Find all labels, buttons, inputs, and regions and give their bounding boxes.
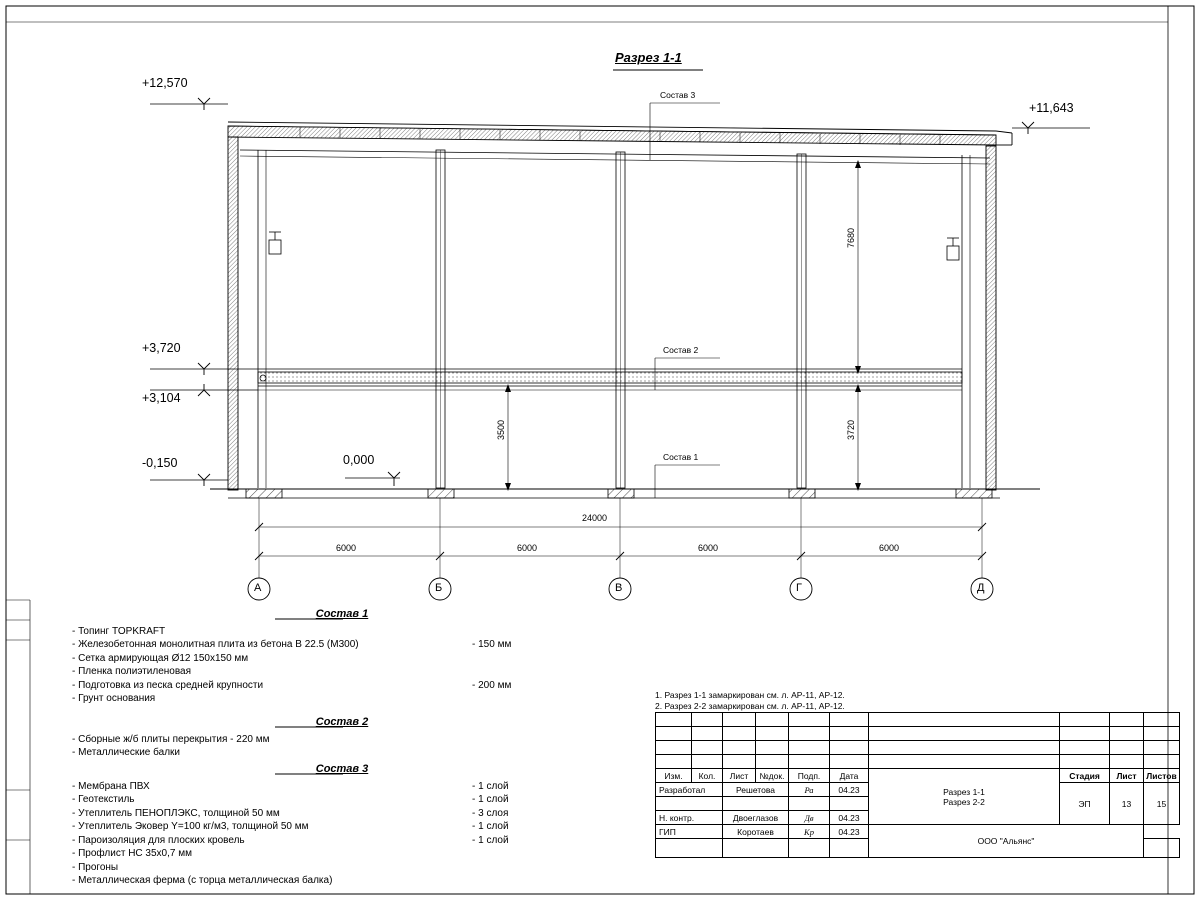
stamp-col-listov: Листов [1144, 769, 1180, 783]
callout-sostav-1: Состав 1 [663, 452, 699, 462]
stamp-sign-developer: Ра [789, 783, 830, 797]
stamp-company: ООО "Альянс" [869, 825, 1144, 858]
spec-block-sostav-1 [72, 604, 612, 706]
spec-1-title: Состав 1 [315, 608, 369, 620]
callout-sostav-2: Состав 2 [663, 345, 699, 355]
stamp-date-developer: 04.23 [830, 783, 869, 797]
spec-3-row-4: - Утеплитель Эковер Y=100 кг/м3, толщиной 50 мм - 1 слой [72, 821, 509, 832]
stamp-sign-gip: Кр [789, 825, 830, 839]
stamp-meta-total: 15 [1144, 783, 1180, 825]
stamp-date-ncontr: 04.23 [830, 811, 869, 825]
stamp-blank-row [656, 741, 1180, 755]
axis-label-g: Г [796, 582, 802, 594]
spec-block-sostav-2 [72, 712, 612, 760]
level-mark-12570: +12,570 [142, 76, 188, 90]
stamp-col-list: Лист [723, 769, 756, 783]
axis-label-d: Д [977, 582, 985, 594]
spec-1-row-5: - Подготовка из песка средней крупности - 200 мм [72, 679, 512, 691]
spec-1-row-1: - Топинг TOPKRAFT [72, 625, 166, 637]
dim-bay-2: 6000 [517, 543, 538, 553]
title-block [655, 712, 1180, 858]
level-mark-0000: 0,000 [343, 453, 375, 467]
stamp-name-gip: Коротаев [723, 825, 789, 839]
spec-1-row-2: - Железобетонная монолитная плита из бетона В 22.5 (М300) - 150 мм [72, 639, 512, 650]
spec-2-row-2: - Металлические балки [72, 747, 180, 758]
spec-block-sostav-3 [72, 759, 612, 888]
spec-1-row-3: - Сетка армирующая Ø12 150х150 мм [72, 652, 249, 664]
stamp-col-izm: Изм. [656, 769, 692, 783]
dim-bay-3: 6000 [698, 543, 719, 553]
stamp-blank-row [656, 713, 1180, 727]
note-2: 2. Разрез 2-2 замаркирован см. л. АР-11, АР-12. [655, 701, 845, 711]
note-1: 1. Разрез 1-1 замаркирован см. л. АР-11, АР-12. [655, 690, 845, 700]
dim-bay-1: 6000 [336, 543, 357, 553]
level-mark-3720: +3,720 [142, 341, 181, 355]
stamp-date-gip: 04.23 [830, 825, 869, 839]
dim-3500: 3500 [496, 419, 506, 440]
level-mark-11643: +11,643 [1029, 101, 1074, 115]
stamp-sheet-title [869, 769, 1060, 825]
dim-3720: 3720 [846, 419, 856, 440]
axis-label-a: А [254, 582, 262, 594]
stamp-col-data: Дата [830, 769, 869, 783]
stamp-role-developer: Разработал [656, 783, 723, 797]
stamp-sheet-title-line2: Разрез 2-2 [943, 796, 985, 807]
dim-7680: 7680 [846, 227, 856, 248]
spec-1-row-4: - Пленка полиэтиленовая [72, 666, 192, 677]
general-notes [655, 690, 845, 712]
stamp-sign-ncontr: Дв [789, 811, 830, 825]
spec-2-title: Состав 2 [315, 716, 369, 728]
stamp-table [655, 712, 1180, 858]
stamp-header-row [656, 769, 1180, 783]
spec-3-row-5: - Пароизоляция для плоских кровель - 1 слой [72, 834, 509, 846]
stamp-name-ncontr: Двоеглазов [723, 811, 789, 825]
stamp-blank-row [656, 755, 1180, 769]
stamp-role-gip: ГИП [656, 825, 723, 839]
spec-3-row-1: - Мембрана ПВХ - 1 слой [72, 780, 509, 792]
level-mark-minus-0150: -0,150 [142, 456, 178, 470]
dim-bay-4: 6000 [879, 543, 900, 553]
spec-2-row-1: - Сборные ж/б плиты перекрытия - 220 мм [72, 733, 270, 745]
stamp-role-ncontr: Н. контр. [656, 811, 723, 825]
axis-label-b: Б [435, 582, 443, 594]
section-title: Разрез 1-1 [615, 50, 682, 65]
dim-overall-24000: 24000 [582, 513, 608, 523]
stamp-meta-stage: ЭП [1060, 783, 1110, 825]
spec-1-row-6: - Грунт основания [72, 693, 156, 704]
callout-sostav-3: Состав 3 [660, 90, 696, 100]
stamp-col-podp: Подп. [789, 769, 830, 783]
stamp-sheet-title-line1: Разрез 1-1 [943, 786, 985, 797]
stamp-blank-row [656, 727, 1180, 741]
spec-3-row-7: - Прогоны [72, 861, 119, 873]
stamp-meta-sheet: 13 [1110, 783, 1144, 825]
stamp-col-list2: Лист [1110, 769, 1144, 783]
stamp-row-gip [656, 825, 1180, 839]
axis-label-v: В [615, 582, 623, 594]
spec-3-row-2: - Геотекстиль - 1 слой [72, 794, 509, 805]
spec-3-row-8: - Металлическая ферма (с торца металлическая балка) [72, 875, 333, 886]
stamp-col-stadia: Стадия [1060, 769, 1110, 783]
stamp-sheet-title-spacer [1144, 839, 1180, 858]
spec-3-row-3: - Утеплитель ПЕНОПЛЭКС, толщиной 50 мм - 3 слоя [72, 807, 509, 819]
stamp-col-kol: Кол. [692, 769, 723, 783]
spec-3-row-6: - Профлист НС 35х0,7 мм [72, 848, 192, 859]
stamp-col-ndok: №док. [756, 769, 789, 783]
stamp-name-developer: Решетова [723, 783, 789, 797]
spec-3-title: Состав 3 [315, 763, 369, 775]
level-mark-3104: +3,104 [142, 391, 181, 405]
